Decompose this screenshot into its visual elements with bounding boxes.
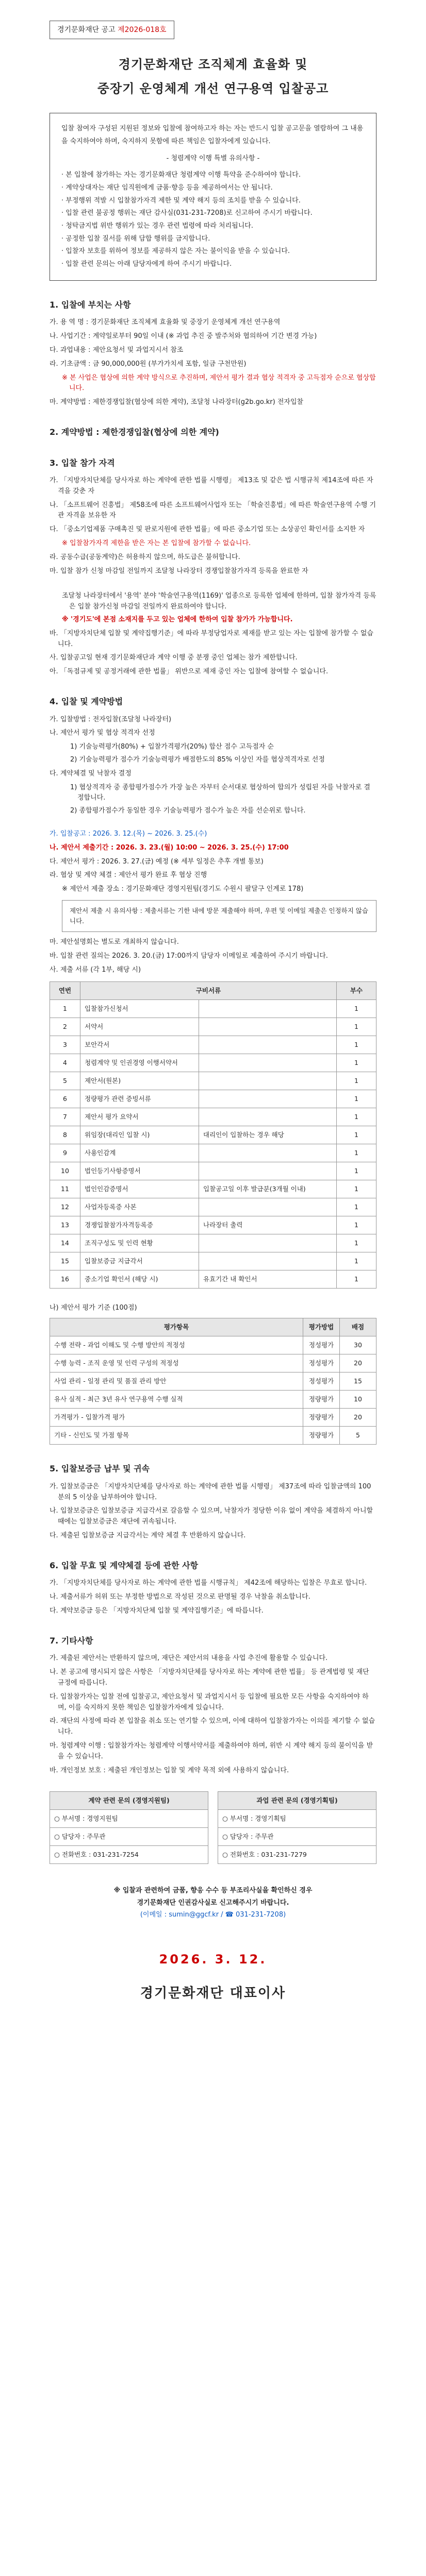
table-cell: 6 [50, 1090, 80, 1108]
contact-row: ○ 전화번호 : 031-231-7279 [218, 1846, 376, 1864]
section-item: 나. 본 공고에 명시되지 않은 사항은 「지방자치단체를 당사자로 하는 계약에 관한 법률」 등 관계법령 및 재단 규정에 따릅니다. [50, 1668, 369, 1687]
section-para: 조달청 나라장터에서 '용역' 분야 '학술연구용역(1169)' 업종으로 등록한 업체에 한하며, 입찰 참가자격 등록은 입찰 참가신청 마감일 전일까지 완료하여야 합니다. [62, 592, 376, 611]
section-item: 가. 입찰보증금은 「지방자치단체를 당사자로 하는 계약에 관한 법률 시행령」 제37조에 따라 입찰금액의 100분의 5 이상을 납부하여야 합니다. [50, 1482, 371, 1501]
intro-line: · 입찰자 보호를 위하여 정보를 제공하지 않은 자는 불이익을 받을 수 있습니다. [61, 247, 290, 256]
document-title-line1: 경기문화재단 조직체계 효율화 및 [118, 57, 308, 72]
contact-row: ○ 부서명 : 경영기획팀 [218, 1810, 376, 1828]
intro-line: · 청탁금지법 위반 행위가 있는 경우 관련 법령에 따라 처리됩니다. [61, 222, 253, 230]
contact-row: ○ 전화번호 : 031-231-7254 [50, 1846, 208, 1864]
table-cell [199, 1144, 337, 1162]
table-row [50, 1216, 376, 1234]
contact-row: ○ 담당자 : 주무관 [50, 1828, 208, 1846]
contract-contact-table [50, 1791, 208, 1864]
table-cell: 가격평가 - 입찰가격 평가 [50, 1409, 303, 1427]
intro-line: · 입찰 관련 문의는 아래 담당자에게 하여 주시기 바랍니다. [61, 260, 232, 268]
table-cell: 법인인감증명서 [80, 1180, 199, 1198]
schedule-item: 나. 제안서 제출기간 : 2026. 3. 23.(월) 10:00 ~ 2026. 3. 25.(수) 17:00 [50, 843, 289, 852]
footer-line: ※ 입찰과 관련하여 금품, 향응 수수 등 부조리사실을 확인하신 경우 [113, 1887, 313, 1895]
section-note: ※ 본 사업은 협상에 의한 계약 방식으로 추진하며, 제안서 평가 결과 협상 적격자 중 고득점자 순으로 협상합니다. [62, 374, 376, 393]
section-item: 바. 개인정보 보호 : 제출된 개인정보는 입찰 및 계약 목적 외에 사용하지 않습니다. [50, 1766, 289, 1774]
required-documents-table [50, 981, 376, 1289]
table-cell: 1 [337, 1144, 376, 1162]
table-cell: 1 [337, 1018, 376, 1036]
table-row [50, 1270, 376, 1289]
schedule-item: 다. 제안서 평가 : 2026. 3. 27.(금) 예정 (※ 세부 일정은 추후 개별 통보) [50, 857, 264, 866]
table-cell: 정성평가 [303, 1336, 340, 1354]
table-row [50, 1198, 376, 1216]
contact-title: 과업 관련 문의 (경영기획팀) [218, 1792, 376, 1810]
table-cell: 입찰보증금 지급각서 [80, 1252, 199, 1270]
intro-line: · 입찰 관련 불공정 행위는 재단 감사실(031-231-7208)로 신고하여 주시기 바랍니다. [61, 209, 313, 217]
section-item: 다. 과업내용 : 제안요청서 및 과업지시서 참조 [50, 346, 184, 354]
table-row [50, 1409, 376, 1427]
table-cell: 1 [337, 1162, 376, 1180]
table-row [50, 1018, 376, 1036]
table-cell [199, 1108, 337, 1126]
section-note: ※ 입찰참가자격 제한을 받은 자는 본 입찰에 참가할 수 없습니다. [62, 539, 251, 548]
table-cell: 1 [337, 1180, 376, 1198]
table-cell: 대리인이 입찰하는 경우 해당 [199, 1126, 337, 1144]
section-subitem: 2) 종합평가점수가 동일한 경우 기술능력평가 점수가 높은 자를 선순위로 합니다. [70, 807, 306, 815]
table-row [50, 1000, 376, 1018]
schedule-item: 라. 협상 및 계약 체결 : 제안서 평가 완료 후 협상 진행 [50, 871, 207, 879]
table-cell [199, 1018, 337, 1036]
table-cell: 1 [50, 1000, 80, 1018]
table-cell: 10 [340, 1391, 376, 1409]
document-title-line2: 중장기 운영체계 개선 연구용역 입찰공고 [97, 81, 329, 96]
section-item: 가. 입찰방법 : 전자입찰(조달청 나라장터) [50, 715, 172, 723]
table-cell: 제안서 평가 요약서 [80, 1108, 199, 1126]
table-row [50, 1144, 376, 1162]
table-cell: 중소기업 확인서 (해당 시) [80, 1270, 199, 1289]
table-cell: 입찰참가신청서 [80, 1000, 199, 1018]
section-item: 다. 제출된 입찰보증금 지급각서는 계약 체결 후 반환하지 않습니다. [50, 1531, 246, 1539]
table-cell: 7 [50, 1108, 80, 1126]
section-heading: 1. 입찰에 부치는 사항 [50, 299, 131, 310]
table-cell [199, 1054, 337, 1072]
table-cell: 수행 전략 - 과업 이해도 및 수행 방안의 적정성 [50, 1336, 303, 1354]
section-item: 가. 「지방자치단체를 당사자로 하는 계약에 관한 법률 시행령」 제13조 및 같은 법 시행규칙 제14조에 따른 자격을 갖춘 자 [50, 477, 373, 495]
table-cell: 1 [337, 1252, 376, 1270]
section-item: 가. 「지방자치단체를 당사자로 하는 계약에 관한 법률 시행규칙」 제42조에 해당하는 입찰은 무효로 합니다. [50, 1579, 367, 1587]
table-cell: 1 [337, 1126, 376, 1144]
table-row [50, 1072, 376, 1090]
table-cell: 나라장터 출력 [199, 1216, 337, 1234]
table-cell: 정량평가 관련 증빙서류 [80, 1090, 199, 1108]
notice-label: 경기문화재단 공고 [57, 26, 116, 34]
table-cell: 10 [50, 1162, 80, 1180]
section-heading: 6. 입찰 무효 및 계약체결 등에 관한 사항 [50, 1560, 199, 1570]
section-item: 라. 공동수급(공동계약)은 허용하지 않으며, 하도급은 불허합니다. [50, 553, 240, 561]
intro-line: · 본 입찰에 참가하는 자는 경기문화재단 청렴계약 이행 특약을 준수하여야 합니다. [61, 171, 301, 179]
section-note: ※ '경기도'에 본점 소재지를 두고 있는 업체에 한하여 입찰 참가가 가능합니다. [62, 616, 293, 624]
section-item: 마. 입찰 참가 신청 마감일 전일까지 조달청 나라장터 경쟁입찰참가자격 등록을 완료한 자 [50, 567, 308, 575]
table-cell: 청렴계약 및 인권경영 이행서약서 [80, 1054, 199, 1072]
table-header: 배점 [340, 1318, 376, 1336]
table-cell: 2 [50, 1018, 80, 1036]
table-cell: 사업 관리 - 일정 관리 및 품질 관리 방안 [50, 1372, 303, 1391]
table-row [50, 1126, 376, 1144]
section-item: 가. 제출된 제안서는 반환하지 않으며, 재단은 제안서의 내용을 사업 추진에 활용할 수 있습니다. [50, 1654, 328, 1663]
table-cell: 정량평가 [303, 1427, 340, 1445]
table-cell: 1 [337, 1054, 376, 1072]
section-heading: 2. 계약방법 : 제한경쟁입찰(협상에 의한 계약) [50, 427, 219, 437]
contact-tables [50, 1791, 376, 1864]
table-cell: 1 [337, 1234, 376, 1252]
contact-title: 계약 관련 문의 (경영지원팀) [50, 1792, 208, 1810]
section-item: 나. 사업기간 : 계약일로부터 90일 이내 (※ 과업 추진 중 발주처와 협의하여 기간 변경 가능) [50, 332, 317, 341]
table-cell: 1 [337, 1108, 376, 1126]
footer-contact[interactable]: (이메일 : sumin@ggcf.kr / ☎ 031-231-7208) [140, 1911, 286, 1919]
table-cell: 8 [50, 1126, 80, 1144]
table-cell [199, 1252, 337, 1270]
table-row [50, 1354, 376, 1372]
table-row [50, 1108, 376, 1126]
table-cell: 1 [337, 1216, 376, 1234]
table-cell: 유효기간 내 확인서 [199, 1270, 337, 1289]
table-cell: 3 [50, 1036, 80, 1054]
evaluation-criteria-table [50, 1318, 376, 1445]
table-cell: 16 [50, 1270, 80, 1289]
section-item: 마. 제안설명회는 별도로 개최하지 않습니다. [50, 938, 179, 946]
section-item: 마. 계약방법 : 제한경쟁입찰(협상에 의한 계약), 조달청 나라장터(g2b.go.kr) 전자입찰 [50, 398, 304, 406]
table-header-row [50, 1318, 376, 1336]
table-cell: 사용인감계 [80, 1144, 199, 1162]
table-row [50, 1036, 376, 1054]
table-cell: 1 [337, 1000, 376, 1018]
section-item: 다. 계약체결 및 낙찰자 결정 [50, 769, 132, 777]
section-subitem: 1) 협상적격자 중 종합평가점수가 가장 높은 자부터 순서대로 협상하여 합의가 성립된 자를 낙찰자로 결정합니다. [70, 783, 370, 802]
table-cell: 15 [50, 1252, 80, 1270]
table-row [50, 1180, 376, 1198]
section-heading: 4. 입찰 및 계약방법 [50, 697, 123, 707]
footer-line: 경기문화재단 인권감사실로 신고해주시기 바랍니다. [137, 1899, 289, 1907]
table-header-row [50, 982, 376, 1000]
table-header: 평가항목 [50, 1318, 303, 1336]
table-row [50, 1427, 376, 1445]
table-cell [199, 1000, 337, 1018]
table-cell: 입찰공고일 이후 발급분(3개월 이내) [199, 1180, 337, 1198]
table-cell: 정성평가 [303, 1372, 340, 1391]
section-item: 바. 「지방자치단체 입찰 및 계약집행기준」에 따라 부정당업자로 제재를 받고 있는 자는 입찰에 참가할 수 없습니다. [50, 629, 373, 648]
table-cell: 11 [50, 1180, 80, 1198]
table-cell: 기타 - 신인도 및 가점 항목 [50, 1427, 303, 1445]
table-cell: 1 [337, 1036, 376, 1054]
table-cell: 5 [50, 1072, 80, 1090]
table-header: 부수 [337, 982, 376, 1000]
table-cell: 사업자등록증 사본 [80, 1198, 199, 1216]
table-row [50, 1090, 376, 1108]
table-cell: 정성평가 [303, 1354, 340, 1372]
notice-number: 제2026-018호 [118, 26, 167, 34]
section-item: 사. 입찰공고일 현재 경기문화재단과 계약 이행 중 분쟁 중인 업체는 참가 제한합니다. [50, 654, 298, 662]
contact-row: ○ 담당자 : 주무관 [218, 1828, 376, 1846]
section-heading: 5. 입찰보증금 납부 및 귀속 [50, 1464, 150, 1474]
table-cell: 정량평가 [303, 1391, 340, 1409]
table-cell [199, 1090, 337, 1108]
table-row [50, 1391, 376, 1409]
table-cell: 30 [340, 1336, 376, 1354]
table-cell: 4 [50, 1054, 80, 1072]
schedule-item: 가. 입찰공고 : 2026. 3. 12.(목) ~ 2026. 3. 25.(수) [50, 830, 207, 838]
table-cell: 20 [340, 1409, 376, 1427]
eval-table-caption: 나) 제안서 평가 기준 (100점) [50, 1304, 137, 1312]
section-item: 다. 「중소기업제품 구매촉진 및 판로지원에 관한 법률」에 따른 중소기업 또는 소상공인 확인서를 소지한 자 [50, 526, 365, 534]
table-cell: 법인등기사항증명서 [80, 1162, 199, 1180]
section-item: 나. 「소프트웨어 진흥법」 제58조에 따른 소프트웨어사업자 또는 「학술진흥법」에 따른 학술연구용역 수행 기관 자격을 보유한 자 [50, 501, 376, 520]
intro-line: · 부정행위 적발 시 입찰참가자격 제한 및 계약 해지 등의 조치를 받을 수 있습니다. [61, 196, 301, 205]
table-cell: 서약서 [80, 1018, 199, 1036]
section-item: 가. 용 역 명 : 경기문화재단 조직체계 효율화 및 중장기 운영체계 개선 연구용역 [50, 318, 281, 327]
table-cell: 수행 능력 - 조직 운영 및 인력 구성의 적정성 [50, 1354, 303, 1372]
table-cell [199, 1234, 337, 1252]
table-cell: 위임장(대리인 입찰 시) [80, 1126, 199, 1144]
table-cell: 13 [50, 1216, 80, 1234]
section-item: 나. 제출서류가 허위 또는 부정한 방법으로 작성된 것으로 판명될 경우 낙찰을 취소합니다. [50, 1593, 310, 1601]
section-subitem: 2) 기술능력평가 점수가 기술능력평가 배점한도의 85% 이상인 자를 협상적격자로 선정 [70, 756, 325, 764]
notice-date: 2026. 3. 12. [159, 1952, 267, 1967]
section-item: 라. 기초금액 : 금 90,000,000원 (부가가치세 포함, 일금 구천만원) [50, 360, 247, 368]
section-heading: 7. 기타사항 [50, 1635, 93, 1646]
table-cell: 12 [50, 1198, 80, 1216]
schedule-note: ※ 제안서 제출 장소 : 경기문화재단 경영지원팀(경기도 수원시 팔달구 인계로 178) [62, 885, 304, 893]
table-cell: 1 [337, 1270, 376, 1289]
intro-line: · 공정한 입찰 질서를 위해 담합 행위를 금지합니다. [61, 234, 210, 243]
table-cell: 1 [337, 1198, 376, 1216]
table-row [50, 1054, 376, 1072]
table-row [50, 1252, 376, 1270]
intro-notice-box [50, 113, 376, 281]
table-row [50, 1336, 376, 1354]
table-cell: 15 [340, 1372, 376, 1391]
intro-line: 입찰 참여자 구성된 지원된 정보와 입찰에 참여하고자 하는 자는 반드시 입찰 공고문을 열람하여 그 내용을 숙지하여야 하며, 숙지하지 못함에 따른 책임은 입찰자에게 있습니다. [61, 125, 364, 145]
table-row [50, 1372, 376, 1391]
table-cell [199, 1072, 337, 1090]
intro-line: · 계약상대자는 재단 임직원에게 금품·향응 등을 제공하여서는 안 됩니다. [61, 183, 273, 192]
table-cell [199, 1036, 337, 1054]
intro-line: - 청렴계약 이행 특별 유의사항 - [166, 154, 260, 162]
table-cell: 정량평가 [303, 1409, 340, 1427]
table-cell: 조직구성도 및 인력 현황 [80, 1234, 199, 1252]
section-item: 다. 입찰참가자는 입찰 전에 입찰공고, 제안요청서 및 과업지시서 등 입찰에 필요한 모든 사항을 숙지하여야 하며, 이를 숙지하지 못한 책임은 입찰참가자에게 있습니다. [50, 1692, 369, 1711]
section-item: 바. 입찰 관련 질의는 2026. 3. 20.(금) 17:00까지 담당자 이메일로 제출하여 주시기 바랍니다. [50, 952, 328, 960]
table-row [50, 1234, 376, 1252]
integrity-report-note [50, 1885, 376, 1921]
table-row [50, 1162, 376, 1180]
table-cell: 9 [50, 1144, 80, 1162]
table-header: 평가방법 [303, 1318, 340, 1336]
section-item: 나. 입찰보증금은 입찰보증금 지급각서로 갈음할 수 있으며, 낙찰자가 정당한 이유 없이 계약을 체결하지 아니할 때에는 입찰보증금은 재단에 귀속됩니다. [50, 1507, 373, 1526]
section-item: 다. 계약보증금 등은 「지방자치단체 입찰 및 계약집행기준」에 따릅니다. [50, 1606, 264, 1615]
table-header: 연번 [50, 982, 80, 1000]
section-item: 라. 재단의 사정에 따라 본 입찰을 취소 또는 연기할 수 있으며, 이에 대하여 입찰참가자는 이의를 제기할 수 없습니다. [50, 1717, 375, 1736]
section-subitem: 1) 기술능력평가(80%) + 입찰가격평가(20%) 합산 점수 고득점자 순 [70, 743, 274, 751]
table-cell [199, 1162, 337, 1180]
table-cell: 1 [337, 1072, 376, 1090]
table-cell [199, 1198, 337, 1216]
table-header: 구비서류 [80, 982, 337, 1000]
submit-notice-box: 제안서 제출 시 유의사항 : 제출서류는 기한 내에 방문 제출해야 하며, 우편 및 이메일 제출은 인정하지 않습니다. [62, 900, 376, 932]
table-cell: 제안서(원본) [80, 1072, 199, 1090]
contact-row: ○ 부서명 : 경영지원팀 [50, 1810, 208, 1828]
section-heading: 3. 입찰 참가 자격 [50, 457, 115, 468]
section-item: 마. 청렴계약 이행 : 입찰참가자는 청렴계약 이행서약서를 제출하여야 하며, 위반 시 계약 해지 등의 불이익을 받을 수 있습니다. [50, 1741, 373, 1760]
section-item: 사. 제출 서류 (각 1부, 해당 시) [50, 965, 141, 974]
table-cell: 5 [340, 1427, 376, 1445]
table-cell: 14 [50, 1234, 80, 1252]
section-item: 나. 제안서 평가 및 협상 적격자 선정 [50, 729, 155, 737]
table-cell: 경쟁입찰참가자격등록증 [80, 1216, 199, 1234]
notice-number-box [50, 21, 174, 39]
table-cell: 보안각서 [80, 1036, 199, 1054]
table-cell: 유사 실적 - 최근 3년 유사 연구용역 수행 실적 [50, 1391, 303, 1409]
section-item: 아. 「독점규제 및 공정거래에 관한 법률」 위반으로 제재 중인 자는 입찰에 참여할 수 없습니다. [50, 668, 329, 676]
table-cell: 1 [337, 1090, 376, 1108]
issuing-organization: 경기문화재단 대표이사 [140, 1985, 286, 2001]
table-cell: 20 [340, 1354, 376, 1372]
task-contact-table [218, 1791, 376, 1864]
